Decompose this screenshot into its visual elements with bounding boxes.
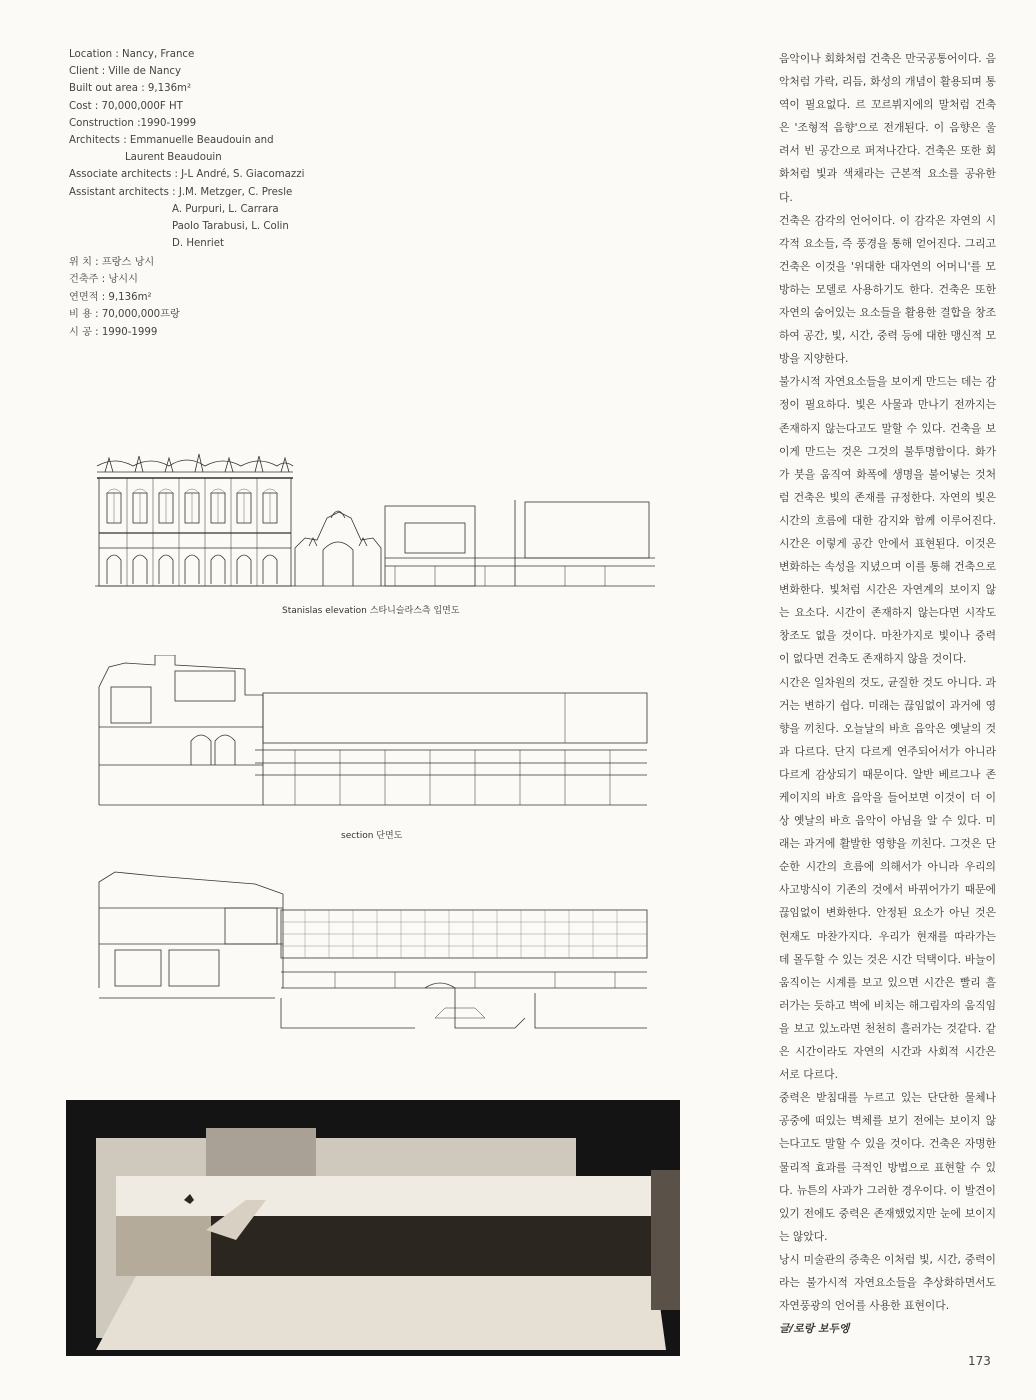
credit-ko-cost: 비 용 : 70,000,000프랑 (69, 309, 180, 321)
credit-assistant: Assistant architects : J.M. Metzger, C. Presle (69, 186, 293, 198)
credit-ko-client: 건축주 : 낭시시 (69, 274, 138, 286)
project-credits-korean (69, 254, 180, 341)
article-paragraph: 시간은 일차원의 것도, 균질한 것도 아니다. 과거는 변하기 쉽다. 미래는 끊임없이 과거에 영향을 끼친다. 오늘날의 바흐 음악은 옛날의 것과 다르다. 단지 다르게 연주되어서가 아니라 다르게 감상되기 때문이다. 알반 베르그나 존 케이지의 바흐 음악을 들어보면 이것이 더 이상 옛날의 바흐 음악이 아님을 알 수 있다. 미래는 과거에 활발한 영향을 끼친다. 그것은 단순한 시간의 흐름에 의해서가 아니라 우리의 사고방식이 기존의 것에서 바뀌어가기 때문에 끊임없이 변화한다. 안정된 요소가 아닌 것은 현재도 마찬가지다. 우리가 현재를 따라가는 데 몰두할 수 있는 것은 시간 덕택이다. 바늘이 움직이는 시계를 보고 있으면 시간은 빨리 흘러가는 듯하고 벽에 비치는 해그림자의 움직임을 보고 있노라면 천천히 흘러가는 것같다. 같은 시간이라도 자연의 시간과 사회적 시간은 서로 다르다. (779, 675, 996, 1082)
model-photograph (66, 1100, 680, 1356)
credit-location: Location : Nancy, France (69, 49, 195, 60)
credit-ko-construction: 시 공 : 1990-1999 (69, 326, 158, 338)
article-text (779, 47, 996, 1340)
credit-assistant-cont: A. Purpuri, L. Carrara (172, 203, 279, 215)
article-paragraph: 낭시 미술관의 증축은 이처럼 빛, 시간, 중력이라는 불가시적 자연요소들을 추상화하면서도 자연풍광의 언어를 사용한 표현이다. (779, 1252, 996, 1313)
perspective-section-drawing (95, 868, 655, 1038)
credit-assistant-cont: D. Henriet (172, 238, 224, 250)
article-paragraph: 음악이나 회화처럼 건축은 만국공통어이다. 음악처럼 가락, 리듬, 화성의 개념이 활용되며 통역이 필요없다. 르 꼬르뷔지에의 말처럼 건축은 '조형적 음향'으로 전개된다. 이 음향은 울려서 빈 공간으로 퍼져나간다. 건축은 또한 회화처럼 빛과 색채라는 근본적 요소를 공유한다. (779, 52, 996, 204)
elevation-caption: Stanislas elevation 스타니슬라스측 입면도 (282, 606, 460, 616)
stanislas-elevation-drawing (95, 438, 655, 588)
credit-built-area: Built out area : 9,136m² (69, 83, 192, 95)
credit-assistant-cont: Paolo Tarabusi, L. Colin (172, 221, 289, 233)
credit-cost: Cost : 70,000,000F HT (69, 100, 183, 112)
credit-ko-area: 연면적 : 9,136m² (69, 291, 152, 303)
section-caption: section 단면도 (341, 831, 403, 841)
credit-ko-location: 위 치 : 프랑스 낭시 (69, 257, 155, 268)
page-number: 173 (968, 1354, 991, 1368)
credit-client: Client : Ville de Nancy (69, 66, 182, 78)
author-signature: 글/로랑 보두엥 (779, 1322, 850, 1336)
article-paragraph: 불가시적 자연요소들을 보이게 만드는 데는 감정이 필요하다. 빛은 사물과 만나기 전까지는 존재하지 않는다고도 말할 수 있다. 건축을 보이게 만드는 것은 그것의 불투명함이다. 화가가 붓을 움직여 화폭에 생명을 불어넣는 것처럼 건축은 빛의 존재를 규정한다. 자연의 빛은 시간의 흐름에 대한 감지와 함께 이루어진다. 시간은 이렇게 공간 안에서 표현된다. 이것은 변화하는 속성을 지녔으며 이를 통해 건축으로 변화한다. 빛처럼 시간은 자연계의 보이지 않는 요소다. 시간이 존재하지 않는다면 시작도 창조도 없을 것이다. 마찬가지로 빛이나 중력이 없다면 건축도 존재하지 않을 것이다. (779, 375, 996, 666)
credit-architects-cont: Laurent Beaudouin (125, 152, 222, 164)
credit-construction: Construction :1990-1999 (69, 117, 197, 129)
project-credits (69, 46, 304, 252)
article-paragraph: 중력은 받침대를 누르고 있는 단단한 물체나 공중에 떠있는 벽체를 보기 전에는 보이지 않는다고도 말할 수 있을 것이다. 건축은 자명한 물리적 효과를 극적인 방법으로 표현할 수 있다. 뉴튼의 사과가 그러한 경우이다. 이 발견이 있기 전에도 중력은 존재했었지만 눈에 보이지는 않았다. (779, 1091, 996, 1243)
credit-architects: Architects : Emmanuelle Beaudouin and (69, 135, 274, 147)
credit-associate: Associate architects : J-L André, S. Giacomazzi (69, 169, 305, 181)
model-photo-image (66, 1100, 680, 1356)
article-paragraph: 건축은 감각의 언어이다. 이 감각은 자연의 시각적 요소들, 즉 풍경을 통해 얻어진다. 그리고 건축은 이것을 '위대한 대자연의 어머니'를 모방하는 모델로 사용하기도 한다. 건축은 또한 자연의 숨어있는 요소들을 활용한 결합을 창조하여 공간, 빛, 시간, 중력 등에 대한 맹신적 모방을 지양한다. (779, 213, 996, 366)
section-drawing (95, 655, 655, 810)
